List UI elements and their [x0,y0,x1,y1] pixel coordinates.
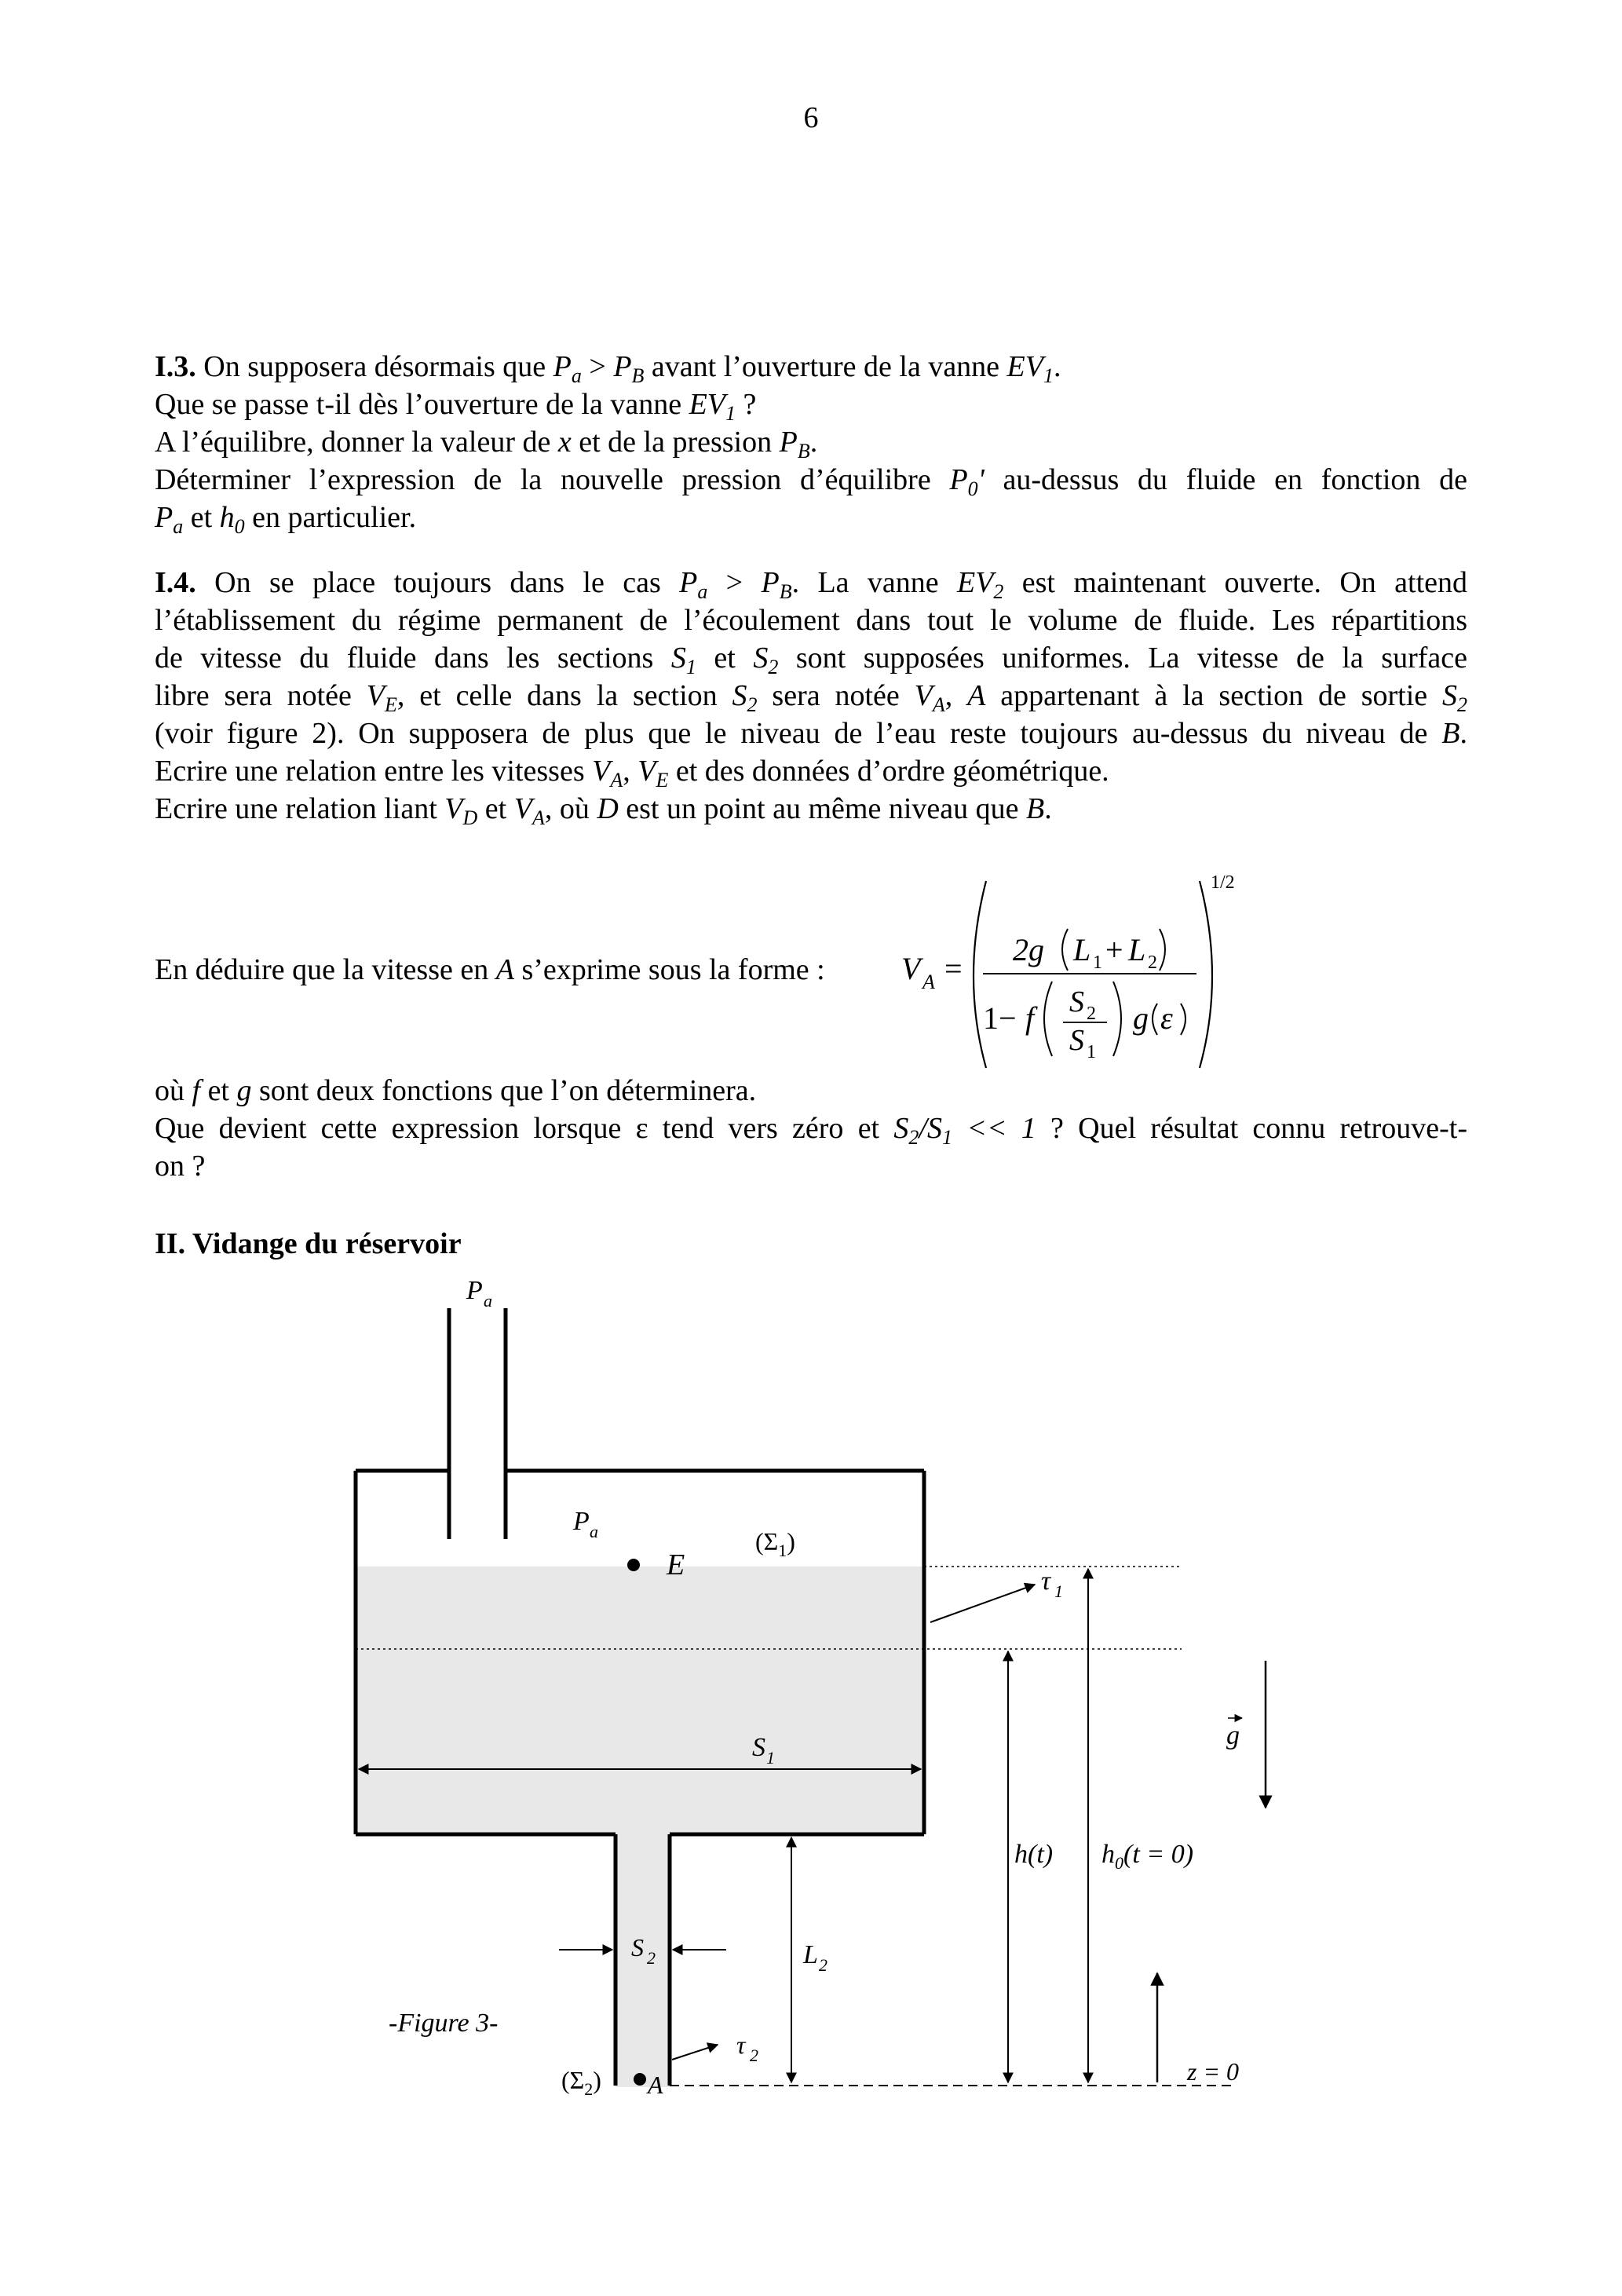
label-s1: S [752,1733,765,1762]
section-ii-heading: II. Vidange du réservoir [155,1227,462,1260]
eq-2g: 2g [1013,932,1044,967]
figure-3 [356,1276,1266,2099]
num-left-paren [1062,929,1068,971]
i3-line-4: Déterminer l’expression de la nouvelle pression d’équilibre $P_0'$ au-dessus du fluide en fonction de [155,463,1467,500]
label-e: E [667,1548,685,1581]
page-number: 6 [803,101,819,134]
i4-line-2: l’établissement du régime permanent de l’écoulement dans tout le volume de fluide. Les répartitions [155,604,1467,637]
label-z0: z = 0 [1187,2057,1240,2086]
den-right-paren [1113,982,1121,1056]
label-l2-sub: 2 [819,1955,827,1975]
eq-S1: S [1069,1024,1084,1057]
tank-fluid [356,1567,924,1834]
after-eq-line-2: Que devient cette expression lorsque ε tend vers zéro et $S_2/S_1 << 1$ ? Quel résultat connu retrouve-t- [155,1112,1467,1149]
tau1-arrow [930,1585,1035,1622]
label-tau2-sub: 2 [750,2046,758,2065]
label-pa-top-sub: a [484,1291,492,1311]
label-tau2: τ [736,2031,746,2059]
label-pa-inside-sub: a [590,1522,598,1541]
equation-lead-text: En déduire que la vitesse en A s’exprime sous la forme : [155,953,825,986]
eq-epsilon: ε [1160,1000,1173,1036]
i4-line-4: libre sera notée $V_E$, et celle dans la section $S_2$ sera notée $V_A$, A appartenant à la section de sortie $S_2$ [155,679,1468,716]
label-g: g [1226,1721,1240,1750]
label-a: A [648,2071,663,2099]
label-s2-sub: 2 [647,1948,656,1968]
tau2-arrow [672,2045,718,2060]
label-tau1: τ [1041,1567,1051,1596]
den-left-paren [1044,982,1052,1056]
eq-one-minus: 1− [983,1000,1017,1036]
i4-line-5: (voir figure 2). On supposera de plus que le niveau de l’eau reste toujours au-dessus du niveau de B. [155,717,1467,750]
label-pa-inside: P [573,1507,590,1536]
label-s2: S [631,1933,644,1961]
i3-line-1: I.3. On supposera désormais que $P_a > P_B$ avant l’ouverture de la vanne $EV_1$. [155,350,1061,387]
eq-exponent: 1/2 [1211,872,1235,893]
num-right-paren [1160,929,1165,971]
label-s1-sub: 1 [766,1748,775,1768]
eq-V: V [901,951,921,986]
eq-plus: + [1105,932,1123,967]
eq-V-sub: A [922,971,935,993]
eq-L1: L [1073,932,1091,967]
eq-L2: L [1128,932,1146,967]
point-a-dot [634,2073,646,2086]
velocity-formula [901,872,1235,1068]
g-right-paren [1181,1004,1185,1035]
after-eq-line-3: on ? [155,1150,206,1183]
big-right-paren [1200,881,1212,1068]
eq-f: f [1025,1000,1035,1036]
i4-line-7: Ecrire une relation liant $V_D$ et $V_A$, où D est un point au même niveau que B. [155,792,1052,829]
i4-line-1: I.4. On se place toujours dans le cas $P_a > P_B$. La vanne $EV_2$ est maintenant ouverte. On attend [155,566,1467,603]
eq-g: g [1133,1000,1149,1036]
eq-L2-sub: 2 [1148,952,1157,973]
i3-line-5: $P_a$ et $h_0$ en particulier. [155,501,417,538]
eq-S1-sub: 1 [1087,1042,1096,1062]
eq-S2-sub: 2 [1087,1004,1096,1024]
g-left-paren [1153,1004,1157,1035]
i4-line-3: de vitesse du fluide dans les sections $S_1$ et $S_2$ sont supposées uniformes. La vitesse de la surface [155,642,1467,678]
i3-line-3: A l’équilibre, donner la valeur de x et de la pression $P_B$. [155,426,818,462]
point-e-dot [627,1559,640,1571]
label-h0: $h_0(t = 0)$ [1101,1840,1194,1873]
figure-label: -Figure 3- [389,2009,499,2038]
label-sigma2: $(\Sigma_2)$ [561,2066,601,2099]
label-tau1-sub: 1 [1054,1581,1063,1601]
i3-line-2: Que se passe t-il dès l’ouverture de la vanne $EV_1$ ? [155,388,757,425]
after-eq-line-1: où f et g sont deux fonctions que l’on déterminera. [155,1074,757,1107]
i4-line-6: Ecrire une relation entre les vitesses $V_A$, $V_E$ et des données d’ordre géométrique. [155,755,1109,792]
label-l2: L [803,1940,818,1969]
eq-equals: = [944,951,963,986]
eq-L1-sub: 1 [1093,952,1102,973]
label-pa-top: P [466,1276,483,1305]
eq-S2: S [1069,985,1084,1018]
label-h-t: h(t) [1014,1840,1054,1869]
label-sigma1: $(\Sigma_1)$ [755,1527,795,1560]
